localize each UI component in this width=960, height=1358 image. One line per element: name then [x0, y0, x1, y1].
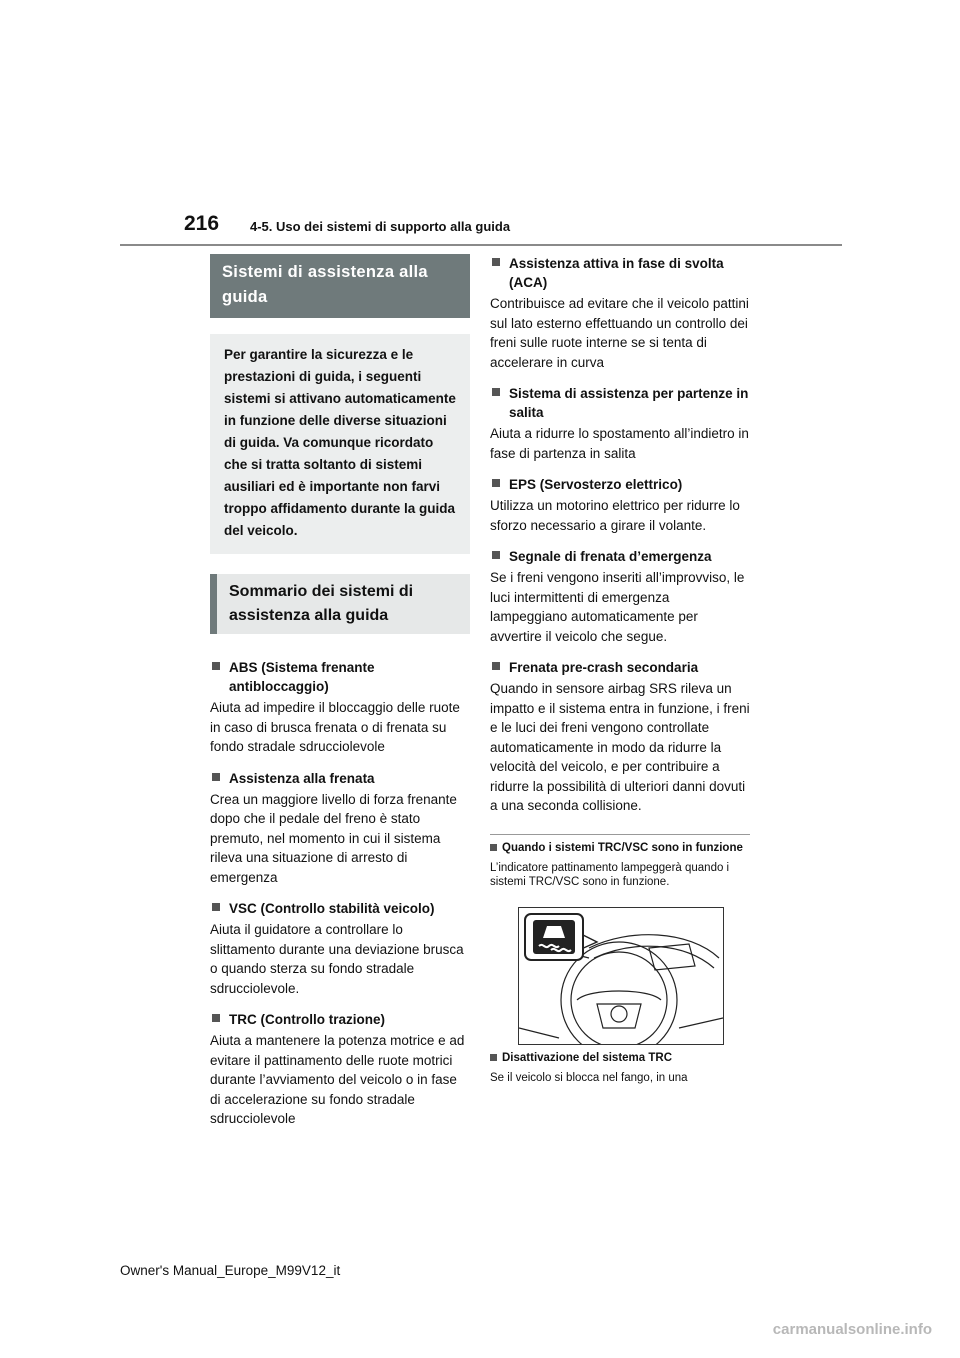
item-title: EPS (Servosterzo elettrico) [509, 477, 683, 492]
list-item [490, 475, 750, 535]
note-title: Disattivazione del sistema TRC [490, 1051, 750, 1065]
square-bullet-icon [490, 1054, 497, 1061]
left-item-list [210, 658, 470, 1129]
steering-wheel-illustration [519, 908, 723, 1044]
page-number: 216 [184, 212, 220, 235]
item-title: Assistenza alla frenata [229, 770, 375, 786]
item-title: VSC (Controllo stabilità veicolo) [229, 901, 435, 916]
watermark: carmanualsonline.info [772, 1321, 932, 1338]
item-body: Aiuta il guidatore a controllare lo slittamento durante una deviazione brusca o quando sterza su fondo stradale sdrucciolevole. [210, 922, 464, 996]
item-body: Aiuta a mantenere la potenza motrice e ad evitare il pattinamento delle ruote motrici durante l’avviamento del veicolo o in fase di accelerazione su fondo stradale sdrucciolevole [210, 1033, 465, 1126]
dashboard-illustration [518, 907, 724, 1045]
note-body: L’indicatore pattinamento lampeggerà quando i sistemi TRC/VSC sono in funzione. [490, 861, 730, 888]
intro-box: Per garantire la sicurezza e le prestazioni di guida, i seguenti sistemi si attivano automaticamente in funzione delle diverse situazioni di guida. Va comunque ricordato che si tratta soltanto di sistemi ausiliari ed è importante non farvi troppo affidamento durante la guida del veicolo. [210, 334, 470, 554]
list-item [490, 254, 750, 372]
summary-title: Sommario dei sistemi di assistenza alla guida [210, 574, 470, 634]
note-divider [490, 834, 750, 835]
item-body: Utilizza un motorino elettrico per ridurre lo sforzo necessario a girare il volante. [490, 498, 740, 533]
square-bullet-icon [492, 662, 500, 670]
list-item [210, 899, 470, 998]
item-title: Frenata pre-crash secondaria [509, 660, 699, 675]
item-body: Aiuta ad impedire il bloccaggio delle ruote in caso di brusca frenata o di frenata su fondo stradale sdrucciolevole [210, 700, 460, 754]
assistance-systems-title: Sistemi di assistenza alla guida [210, 254, 470, 318]
section-header: 4-5. Uso dei sistemi di supporto alla guida [250, 219, 511, 234]
footer-text: Owner's Manual_Europe_M99V12_it [120, 1263, 341, 1278]
left-column [210, 254, 470, 1141]
square-bullet-icon [492, 258, 500, 266]
item-title: Assistenza attiva in fase di svolta (ACA) [509, 256, 724, 290]
list-item [490, 384, 750, 463]
square-bullet-icon [492, 551, 500, 559]
item-body: Crea un maggiore livello di forza frenante dopo che il pedale del freno è stato premuto, nel momento in cui il sistema rileva una situazione di arresto di emergenza [210, 791, 457, 885]
note-body: Se il veicolo si blocca nel fango, in una [490, 1071, 688, 1084]
list-item [210, 1010, 470, 1129]
square-bullet-icon [212, 903, 220, 911]
list-item [210, 658, 470, 757]
item-body: Aiuta a ridurre lo spostamento all’indietro in fase di partenza in salita [490, 426, 749, 461]
note-title: Quando i sistemi TRC/VSC sono in funzione [490, 841, 750, 855]
square-bullet-icon [490, 844, 497, 851]
list-item [490, 658, 750, 816]
item-body: Contribuisce ad evitare che il veicolo pattini sul lato esterno effettuando un controllo dei freni sulle ruote interne se si tenta di accelerare in curva [490, 296, 749, 370]
square-bullet-icon [212, 662, 220, 670]
item-body: Quando in sensore airbag SRS rileva un impatto e il sistema entra in funzione, i freni e le luci dei freni vengono controllate automaticamente in modo da ridurre la velocità del veicolo, e per contribuire a ridurre la possibilità di ulteriori danni dovuti a una seconda collisione. [490, 681, 750, 813]
square-bullet-icon [212, 1014, 220, 1022]
right-column [490, 254, 750, 1085]
header-rule [120, 244, 842, 246]
square-bullet-icon [492, 388, 500, 396]
item-body: Se i freni vengono inseriti all’improvviso, le luci intermittenti di emergenza lampeggiano automaticamente per avvertire il veicolo che segue. [490, 570, 745, 644]
square-bullet-icon [492, 479, 500, 487]
list-item [210, 769, 470, 888]
item-title: ABS (Sistema frenante antibloccaggio) [229, 660, 375, 694]
item-title: TRC (Controllo trazione) [229, 1012, 385, 1027]
item-title: Sistema di assistenza per partenze in salita [509, 386, 749, 420]
item-title: Segnale di frenata d’emergenza [509, 549, 712, 564]
list-item [490, 547, 750, 646]
square-bullet-icon [212, 773, 220, 781]
